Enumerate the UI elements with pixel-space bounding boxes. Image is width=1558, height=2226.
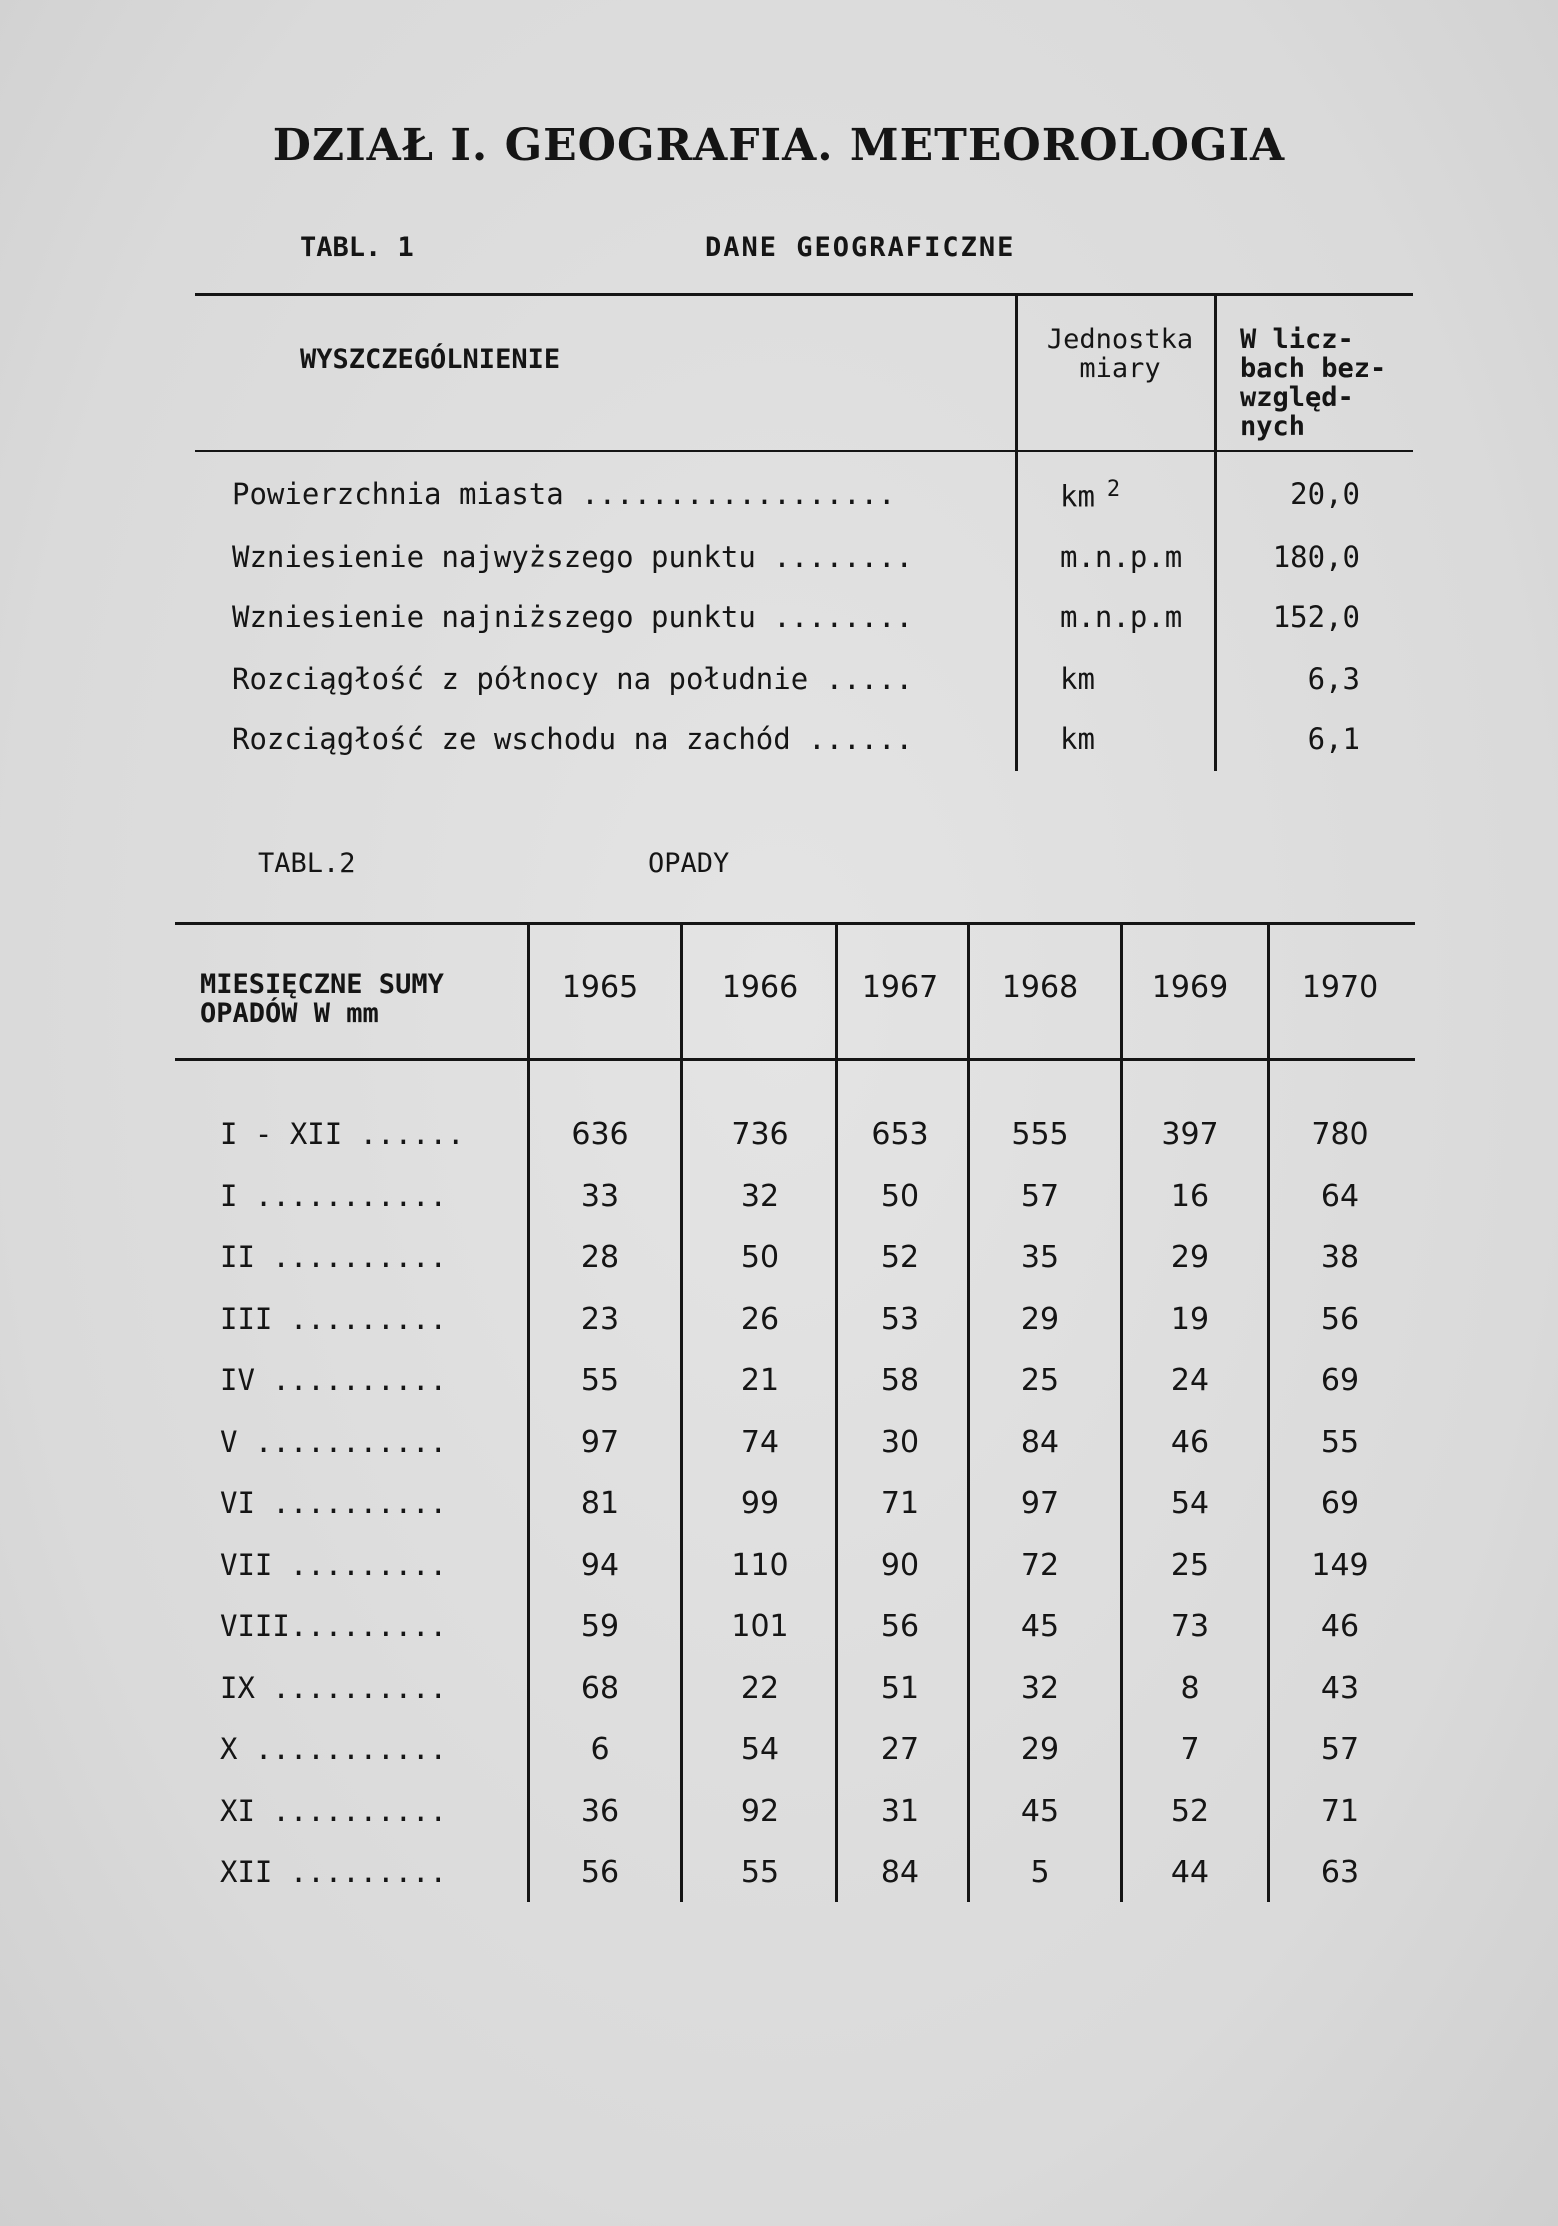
precip-cell: 55 (580, 1363, 620, 1398)
row-label: III ......... (220, 1302, 447, 1336)
year-header: 1966 (721, 970, 799, 1005)
precip-cell: 7 (1180, 1732, 1200, 1767)
row-label: I - XII ...... (220, 1117, 465, 1151)
table2-divider-3 (835, 922, 838, 1902)
precip-cell: 71 (880, 1486, 920, 1521)
precip-cell: 73 (1170, 1609, 1210, 1644)
table2-divider-5 (1120, 922, 1123, 1902)
precip-cell: 25 (1020, 1363, 1060, 1398)
table1-divider-1 (1015, 293, 1018, 771)
precip-cell: 56 (580, 1855, 620, 1890)
row-label: IV .......... (220, 1363, 447, 1397)
precip-cell: 45 (1020, 1794, 1060, 1829)
row-label: VII ......... (220, 1548, 447, 1582)
table1-label: TABL. 1 (300, 232, 414, 263)
precip-cell: 33 (580, 1179, 620, 1214)
precip-cell: 53 (880, 1302, 920, 1337)
precip-cell: 16 (1170, 1179, 1210, 1214)
precip-cell: 84 (880, 1855, 920, 1890)
table2-top-rule (175, 922, 1415, 925)
precip-cell: 74 (740, 1425, 780, 1460)
precip-cell: 81 (580, 1486, 620, 1521)
row-label: Wzniesienie najwyższego punktu ........ (232, 540, 913, 574)
table1-header-value: W licz- bach bez- względ- nych (1240, 324, 1387, 442)
precip-cell: 59 (580, 1609, 620, 1644)
precip-cell: 50 (740, 1240, 780, 1275)
precip-cell: 31 (880, 1794, 920, 1829)
precip-cell: 50 (880, 1179, 920, 1214)
row-label: Rozciągłość ze wschodu na zachód ...... (232, 722, 913, 756)
row-unit: km (1060, 722, 1095, 756)
table2-divider-6 (1267, 922, 1270, 1902)
precip-cell: 26 (740, 1302, 780, 1337)
table2-title: OPADY (648, 848, 730, 879)
unit-superscript: 2 (1106, 477, 1121, 502)
precip-cell: 52 (1170, 1794, 1210, 1829)
row-unit: m.n.p.m (1060, 540, 1183, 574)
row-label: VI .......... (220, 1486, 447, 1520)
precip-cell: 25 (1170, 1548, 1210, 1583)
row-unit: m.n.p.m (1060, 600, 1183, 634)
precip-cell: 64 (1320, 1179, 1360, 1214)
row-unit: km $^2$ (1060, 477, 1121, 514)
precip-cell: 55 (740, 1855, 780, 1890)
table1-header-description: WYSZCZEGÓLNIENIE (300, 344, 561, 375)
precip-cell: 780 (1311, 1117, 1369, 1152)
precip-cell: 46 (1320, 1609, 1360, 1644)
precip-cell: 84 (1020, 1425, 1060, 1460)
precip-cell: 28 (580, 1240, 620, 1275)
precip-cell: 38 (1320, 1240, 1360, 1275)
precip-cell: 397 (1161, 1117, 1219, 1152)
precip-cell: 43 (1320, 1671, 1360, 1706)
row-label: II .......... (220, 1240, 447, 1274)
precip-cell: 8 (1180, 1671, 1200, 1706)
table2-divider-4 (967, 922, 970, 1902)
precip-cell: 97 (580, 1425, 620, 1460)
precip-cell: 46 (1170, 1425, 1210, 1460)
precip-cell: 19 (1170, 1302, 1210, 1337)
precip-cell: 92 (740, 1794, 780, 1829)
table2-header-rule (175, 1058, 1415, 1061)
row-label: Rozciągłość z północy na południe ..... (232, 662, 913, 696)
row-value: 6,3 (1307, 662, 1360, 696)
table2-label: TABL.2 (258, 848, 356, 879)
precip-cell: 29 (1170, 1240, 1210, 1275)
precip-cell: 69 (1320, 1486, 1360, 1521)
row-unit: km (1060, 662, 1095, 696)
precip-cell: 101 (731, 1609, 789, 1644)
year-header: 1968 (1001, 970, 1079, 1005)
precip-cell: 56 (880, 1609, 920, 1644)
precip-cell: 99 (740, 1486, 780, 1521)
precip-cell: 6 (590, 1732, 610, 1767)
precip-cell: 23 (580, 1302, 620, 1337)
precip-cell: 653 (871, 1117, 929, 1152)
table1-header-rule (195, 450, 1413, 452)
precip-cell: 110 (731, 1548, 789, 1583)
precip-cell: 97 (1020, 1486, 1060, 1521)
table1-top-rule (195, 293, 1413, 296)
precip-cell: 45 (1020, 1609, 1060, 1644)
table2-header-label: MIESIĘCZNE SUMY OPADÓW W mm (200, 969, 444, 1029)
precip-cell: 54 (1170, 1486, 1210, 1521)
row-label: Wzniesienie najniższego punktu ........ (232, 600, 913, 634)
precip-cell: 63 (1320, 1855, 1360, 1890)
precip-cell: 5 (1030, 1855, 1050, 1890)
precip-cell: 68 (580, 1671, 620, 1706)
year-header: 1965 (561, 970, 639, 1005)
precip-cell: 32 (1020, 1671, 1060, 1706)
precip-cell: 149 (1311, 1548, 1369, 1583)
row-label: VIII......... (220, 1609, 447, 1643)
precip-cell: 52 (880, 1240, 920, 1275)
precip-cell: 90 (880, 1548, 920, 1583)
precip-cell: 36 (580, 1794, 620, 1829)
precip-cell: 636 (571, 1117, 629, 1152)
precip-cell: 51 (880, 1671, 920, 1706)
precip-cell: 54 (740, 1732, 780, 1767)
row-value: 152,0 (1272, 600, 1360, 634)
section-title: DZIAŁ I. GEOGRAFIA. METEOROLOGIA (272, 120, 1286, 171)
row-label: Powierzchnia miasta .................. (232, 477, 896, 511)
row-label: XII ......... (220, 1855, 447, 1889)
row-value: 180,0 (1272, 540, 1360, 574)
year-header: 1969 (1151, 970, 1229, 1005)
precip-cell: 736 (731, 1117, 789, 1152)
table1-title: DANE GEOGRAFICZNE (705, 232, 1016, 263)
precip-cell: 27 (880, 1732, 920, 1767)
precip-cell: 94 (580, 1548, 620, 1583)
row-label: V ........... (220, 1425, 447, 1459)
row-label: IX .......... (220, 1671, 447, 1705)
precip-cell: 58 (880, 1363, 920, 1398)
precip-cell: 24 (1170, 1363, 1210, 1398)
row-label: I ........... (220, 1179, 447, 1213)
precip-cell: 29 (1020, 1302, 1060, 1337)
precip-cell: 69 (1320, 1363, 1360, 1398)
precip-cell: 35 (1020, 1240, 1060, 1275)
precip-cell: 44 (1170, 1855, 1210, 1890)
row-value: 20,0 (1290, 477, 1360, 511)
precip-cell: 30 (880, 1425, 920, 1460)
precip-cell: 29 (1020, 1732, 1060, 1767)
precip-cell: 57 (1320, 1732, 1360, 1767)
table2-divider-2 (680, 922, 683, 1902)
precip-cell: 56 (1320, 1302, 1360, 1337)
year-header: 1967 (861, 970, 939, 1005)
row-value: 6,1 (1307, 722, 1360, 756)
table1-header-unit: Jednostka miary (1046, 324, 1194, 384)
precip-cell: 21 (740, 1363, 780, 1398)
row-label: X ........... (220, 1732, 447, 1766)
table2-divider-1 (527, 922, 530, 1902)
precip-cell: 72 (1020, 1548, 1060, 1583)
precip-cell: 57 (1020, 1179, 1060, 1214)
precip-cell: 32 (740, 1179, 780, 1214)
precip-cell: 555 (1011, 1117, 1069, 1152)
precip-cell: 22 (740, 1671, 780, 1706)
precip-cell: 71 (1320, 1794, 1360, 1829)
year-header: 1970 (1301, 970, 1379, 1005)
row-label: XI .......... (220, 1794, 447, 1828)
precip-cell: 55 (1320, 1425, 1360, 1460)
